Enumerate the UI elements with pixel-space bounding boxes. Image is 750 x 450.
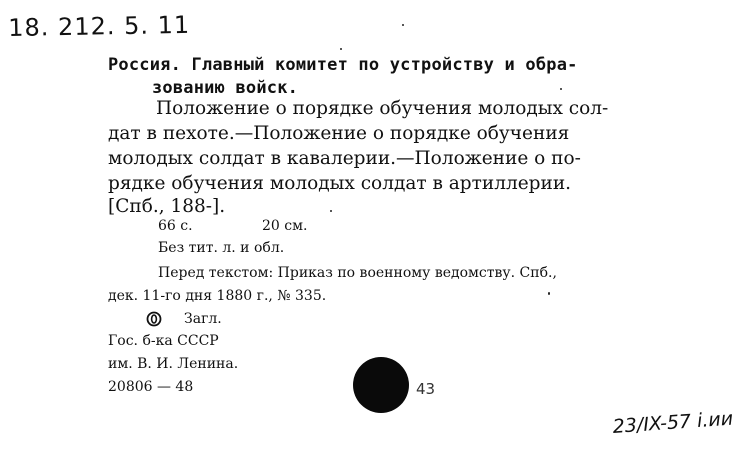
collation-size: 20 см. <box>262 218 308 234</box>
accession-handwriting: 23/IX-57 i.ии <box>612 407 734 438</box>
speck <box>330 210 332 212</box>
speck <box>560 88 562 90</box>
speck <box>340 48 342 50</box>
speck <box>548 292 550 295</box>
imprint-line: [Спб., 188-]. <box>108 196 226 217</box>
title-line-3: молодых солдат в кавалерии.—Положение о по- <box>108 148 581 169</box>
speck <box>402 24 404 26</box>
title-line-4: рядке обучения молодых солдат в артиллерии. <box>108 173 572 194</box>
title-line-2: дат в пехоте.—Положение о порядке обучения <box>108 123 570 144</box>
library-line-2: им. В. И. Ленина. <box>108 356 239 372</box>
library-line-1: Гос. б-ка СССР <box>108 333 219 349</box>
heading-line-1: Россия. Главный комитет по устройству и обра- <box>108 55 578 75</box>
note-no-title: Без тит. л. и обл. <box>158 240 285 256</box>
shelf-mark: 18. 212. 5. 11 <box>8 10 191 42</box>
zagl-note: Загл. <box>184 311 222 327</box>
circled-zero-icon <box>146 311 162 327</box>
title-line-1: Положение о порядке обучения молодых сол- <box>156 98 609 119</box>
heading-line-2: зованию войск. <box>152 78 299 98</box>
collation-pages: 66 с. <box>158 218 193 234</box>
card-number: 20806 — 48 <box>108 379 194 395</box>
ink-blot <box>353 357 409 413</box>
note-preface-2: дек. 11-го дня 1880 г., № 335. <box>108 288 327 304</box>
stamp-number: 43 <box>416 380 436 398</box>
note-preface-1: Перед текстом: Приказ по военному ведомству. Спб., <box>158 265 557 281</box>
